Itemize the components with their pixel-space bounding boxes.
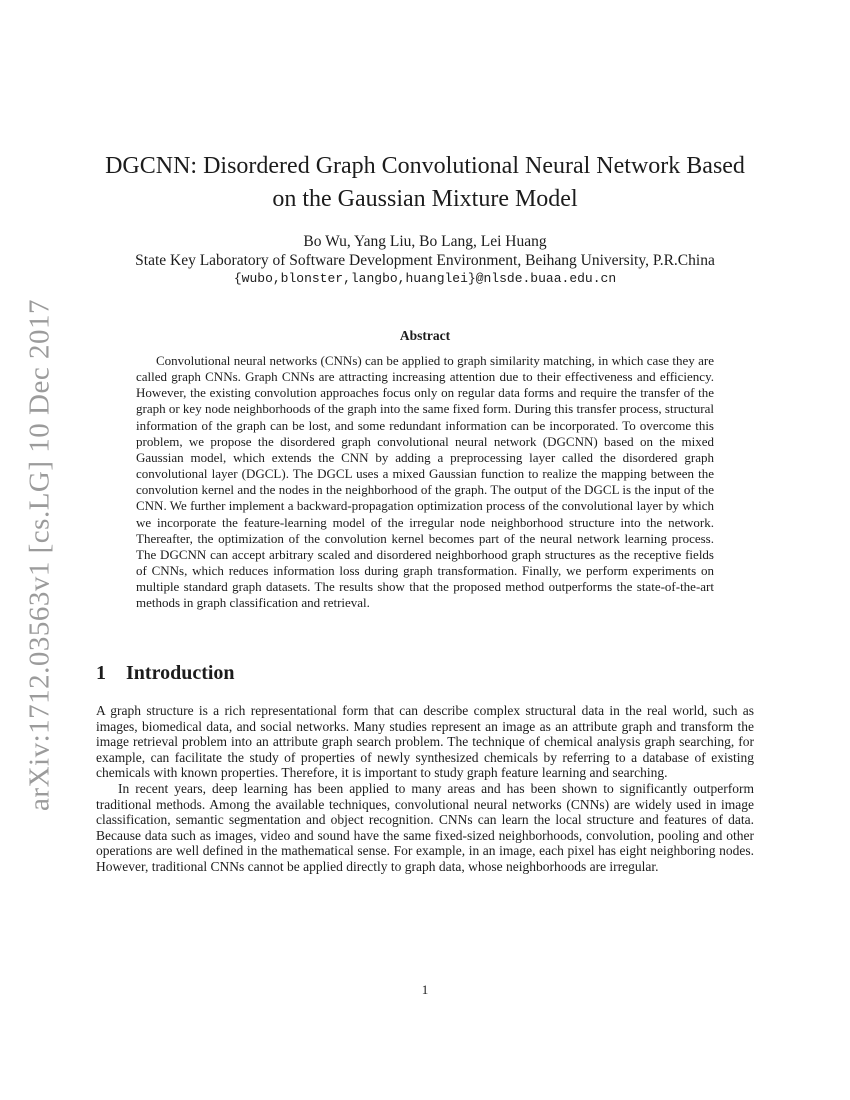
section-number: 1 <box>96 662 106 684</box>
paper-title <box>0 150 850 216</box>
paper-title-line2: on the Gaussian Mixture Model <box>272 186 578 212</box>
title-block <box>0 150 850 216</box>
section-title: Introduction <box>126 662 235 684</box>
abstract-heading: Abstract <box>399 328 451 343</box>
section-heading-introduction <box>96 662 235 685</box>
arxiv-watermark: arXiv:1712.03563v1 [cs.LG] 10 Dec 2017 <box>23 299 56 811</box>
introduction-paragraph-2: In recent years, deep learning has been applied to many areas and has been shown to significantly outperform traditional methods. Among the available techniques, convolutional neural networks (CNNs) are widely used in image classification, semantic segmentation and object recognition. CNNs can learn the local structure and features of data. Because data such as images, video and sound have the same fixed-sized neighborhoods, convolution, pooling and other operations are well defined in the mathematical sense. For example, in an image, each pixel has eight neighboring nodes. However, traditional CNNs cannot be applied directly to graph data, whose neighborhoods are irregular. <box>96 780 754 874</box>
paper-title-line1: DGCNN: Disordered Graph Convolutional Neural Network Based <box>105 153 745 179</box>
affiliation-line: State Key Laboratory of Software Development Environment, Beihang University, P.R.China <box>135 252 715 269</box>
email-line: {wubo,blonster,langbo,huanglei}@nlsde.buaa.edu.cn <box>233 271 617 286</box>
introduction-body <box>96 703 754 875</box>
page-number: 1 <box>421 982 429 997</box>
abstract-body: Convolutional neural networks (CNNs) can be applied to graph similarity matching, in which case they are called graph CNNs. Graph CNNs are attracting increasing attention due to their effectiveness and efficiency. However, the existing convolution approaches focus only on regular data forms and require the transfer of the graph or key node neighborhoods of the graph into the same fixed form. During this transfer process, structural information of the graph can be lost, and some redundant information can be incorporated. To overcome this problem, we propose the disordered graph convolutional neural network (DGCNN) based on the mixed Gaussian model, which extends the CNN by adding a preprocessing layer called the disordered graph convolutional layer (DGCL). The DGCL uses a mixed Gaussian function to realize the mapping between the convolution kernel and the nodes in the neighborhood of the graph. The output of the DGCL is the input of the CNN. We further implement a backward-propagation optimization process of the convolutional layer by which we incorporate the feature-learning model of the irregular node neighborhood structure into the network. Thereafter, the optimization of the convolution kernel becomes part of the neural network learning process. The DGCNN can accept arbitrary scaled and disordered neighborhood graph structures as the receptive fields of CNNs, which reduces information loss during graph transformation. Finally, we perform experiments on multiple standard graph datasets. The results show that the proposed method outperforms the state-of-the-art methods in graph classification and retrieval. <box>136 353 714 611</box>
introduction-paragraph-1: A graph structure is a rich representational form that can describe complex structural data in the real world, such as images, biomedical data, and social networks. Many studies represent an image as an attribute graph and transform the image retrieval problem into an attribute graph search problem. The technique of chemical analysis graph searching, for example, can facilitate the study of properties of newly synthesized chemicals by referring to a database of existing chemicals with known properties. Therefore, it is important to study graph feature learning and searching. <box>96 703 754 781</box>
authors-line: Bo Wu, Yang Liu, Bo Lang, Lei Huang <box>303 233 547 250</box>
